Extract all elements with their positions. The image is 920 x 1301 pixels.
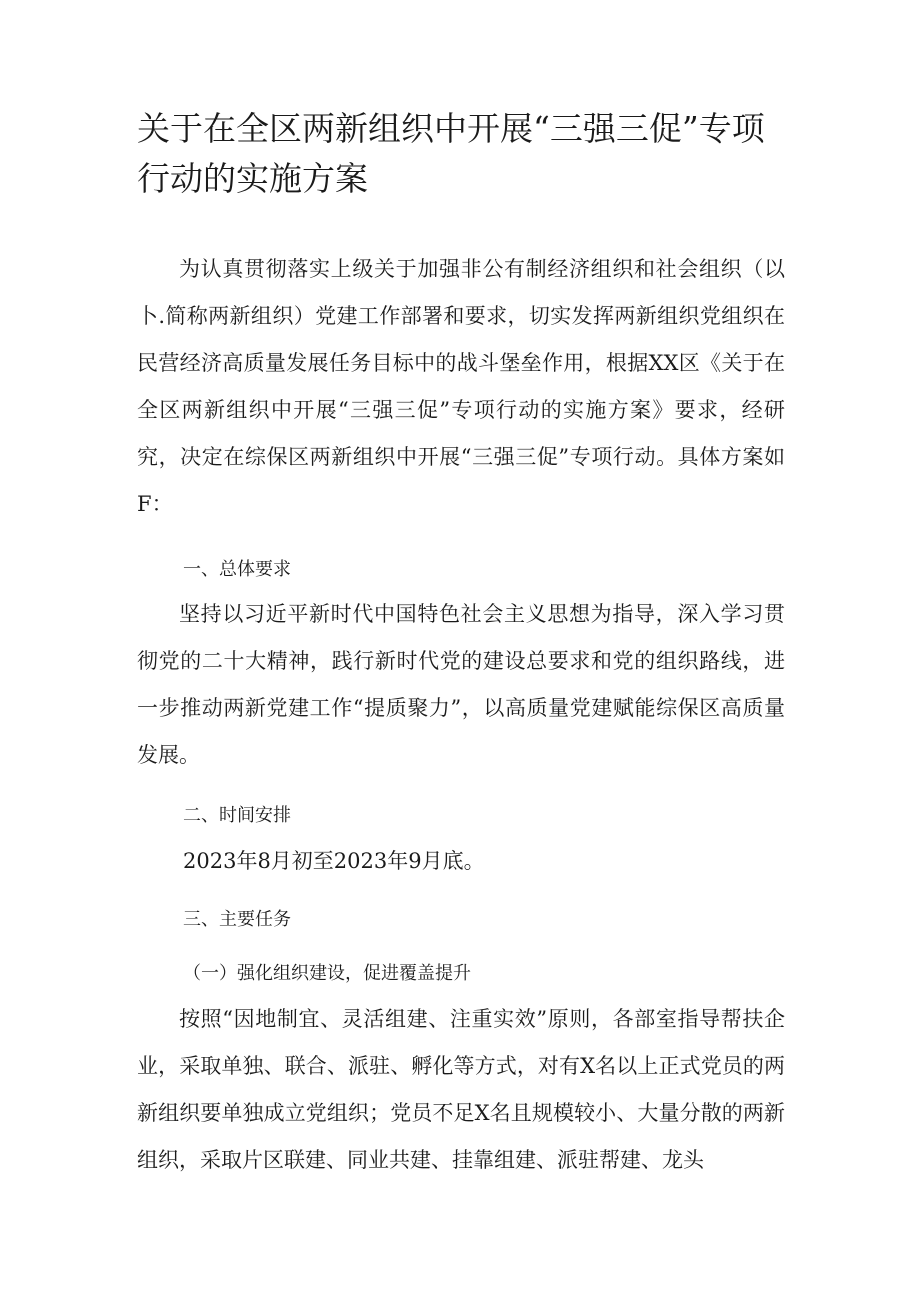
document-title: 关于在全区两新组织中开展“三强三促”专项行动的实施方案 — [137, 109, 765, 198]
section-body-general-requirements: 坚持以习近平新时代中国特色社会主义思想为指导，深入学习贯彻党的二十大精神，践行新时代党的建设总要求和党的组织路线，进一步推动两新党建工作“提质聚力”，以高质量党建赋能综保区高质量发展。 — [137, 602, 785, 767]
intro-paragraph: 为认真贯彻落实上级关于加强非公有制经济组织和社会组织（以卜.简称两新组织）党建工作部署和要求，切实发挥两新组织党组织在民营经济高质量发展任务目标中的战斗堡垒作用，根据XX区《关于在全区两新组织中开展“三强三促”专项行动的实施方案》要求，经研究，决定在综保区两新组织中开展“三强三促”专项行动。具体方案如F： — [137, 257, 785, 516]
section-heading-schedule: 二、时间安排 — [183, 805, 291, 826]
section-heading-main-tasks: 三、主要任务 — [183, 909, 291, 930]
section-body-schedule: 2023年8月初至2023年9月底。 — [183, 849, 485, 873]
subsection-body-organization-building: 按照“因地制宜、灵活组建、注重实效”原则，各部室指导帮扶企业，采取单独、联合、派驻、孵化等方式，对有X名以上正式党员的两新组织要单独成立党组织；党员不足X名且规模较小、大量分散的两新组织，采取片区联建、同业共建、挂靠组建、派驻帮建、龙头 — [137, 1007, 785, 1172]
subsection-heading-organization-building: （一）强化组织建设，促进覆盖提升 — [183, 963, 471, 984]
section-heading-general-requirements: 一、总体要求 — [183, 559, 291, 580]
